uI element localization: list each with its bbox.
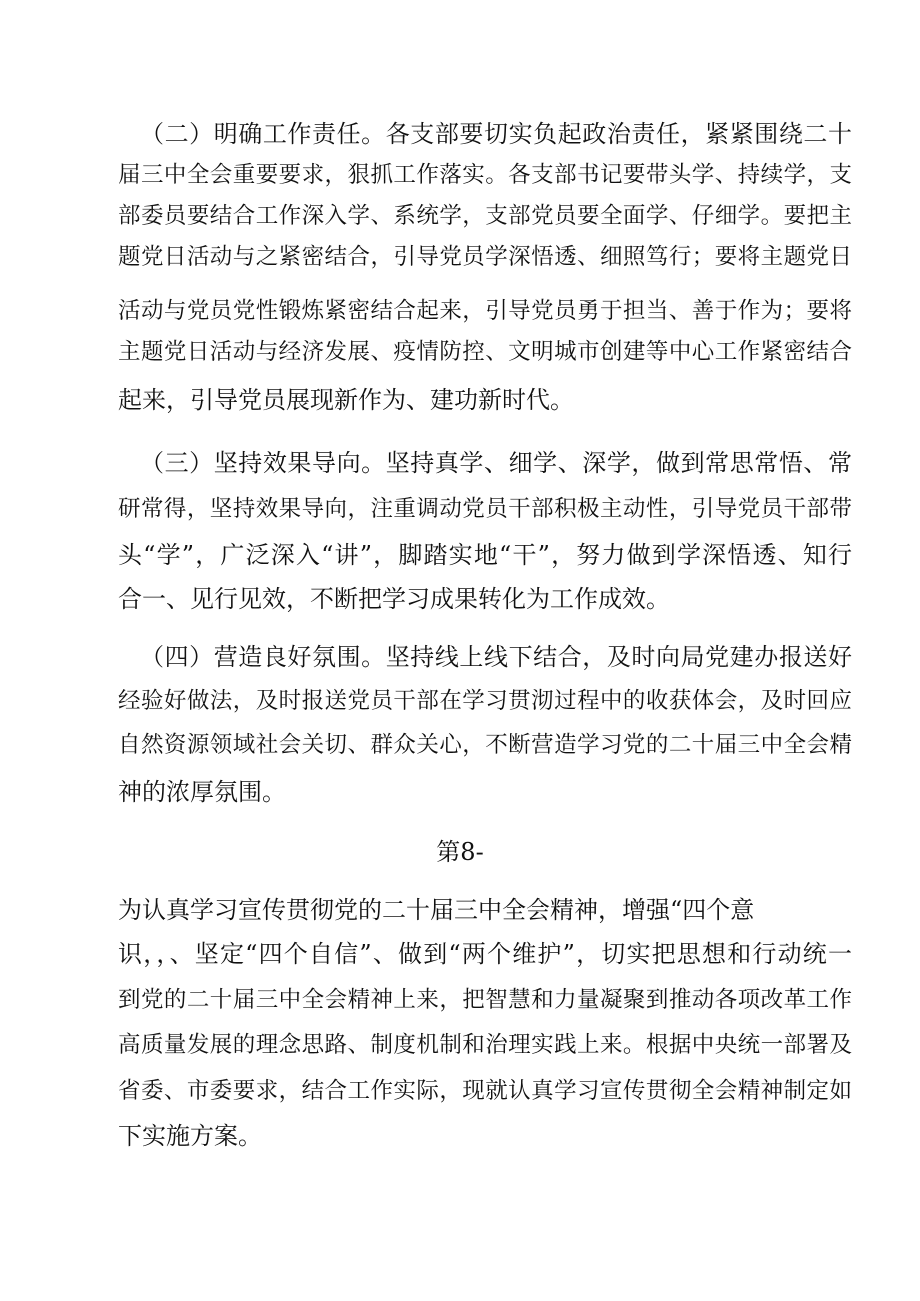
text-line: （二）明确工作责任。各支部要切实负起政治责任，紧紧围绕二十 [140, 120, 852, 148]
text-line: （三）坚持效果导向。坚持真学、细学、深学，做到常思常悟、常 [140, 449, 852, 477]
text-line: 活动与党员党性锻炼紧密结合起来，引导党员勇于担当、善于作为；要将 [118, 298, 852, 324]
text-line: 合一、见行见效，不断把学习成果转化为工作成效。 [118, 585, 670, 613]
text-line: （四）营造良好氛围。坚持线上线下结合，及时向局党建办报送好 [140, 643, 852, 671]
text-line: 经验好做法，及时报送党员干部在学习贯沏过程中的收获体会，及时回应 [118, 688, 852, 714]
text-line: 研常得，坚持效果导向，注重调动党员干部积极主动性，引导党员干部带 [118, 496, 852, 522]
text-line: 到党的二十届三中全会精神上来，把智慧和力量凝聚到推动各项改革工作 [118, 987, 852, 1013]
text-line: 神的浓厚氛围。 [118, 778, 286, 806]
text-line: 头“学”，广泛深入“讲”，脚踏实地“干”，努力做到学深悟透、知行 [118, 541, 852, 569]
text-line: 省委、市委要求，结合工作实际，现就认真学习宣传贯彻全会精神制定如 [118, 1078, 852, 1104]
text-line: 部委员要结合工作深入学、系统学，支部党员要全面学、仔细学。要把主 [118, 203, 852, 229]
text-line: 主题党日活动与经济发展、疫情防控、文明城市创建等中心工作紧密结合 [118, 339, 852, 365]
text-line: 为认真学习宣传贯彻党的二十届三中全会精神，增强“四个意 [118, 896, 755, 924]
text-line: 高质量发展的理念思路、制度机制和治理实践上来。根据中央统一部署及 [118, 1032, 852, 1058]
section-heading: 第8- [436, 838, 484, 866]
text-line: 下实施方案。 [118, 1122, 262, 1150]
text-line: 题党日活动与之紧密结合，引导党员学深悟透、细照笃行；要将主题党日 [118, 244, 852, 270]
text-line: 起来，引导党员展现新作为、建功新时代。 [118, 386, 574, 414]
text-line: 自然资源领域社会关切、群众关心，不断营造学习党的二十届三中全会精 [118, 732, 852, 758]
text-line: 届三中全会重要要求，狠抓工作落实。各支部书记要带头学、持续学，支 [118, 162, 852, 188]
text-line: 识，，、坚定“四个自信”、做到“两个维护”，切实把思想和行动统一 [118, 940, 852, 968]
